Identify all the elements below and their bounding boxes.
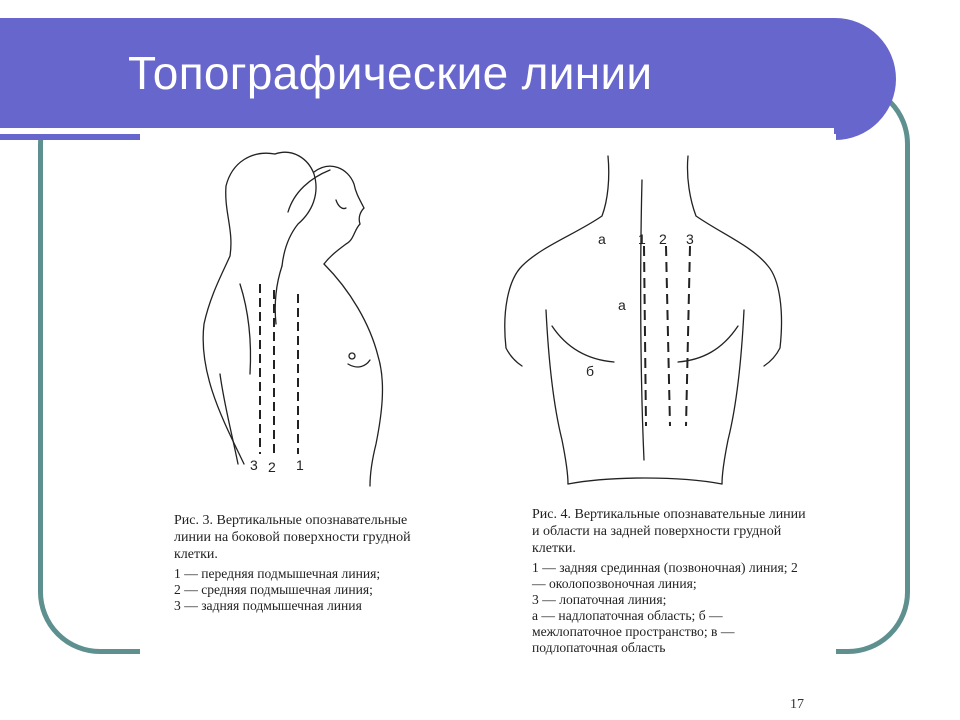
page-number: 17 [790, 697, 804, 712]
figure-4-caption-item: 1 — задняя срединная (позвоночная) линия; 2 — околопозвоночная линия; [532, 560, 798, 591]
figure-4-caption [532, 506, 812, 656]
figure-4-line-label-1: 1 [638, 231, 646, 247]
figure-4-posterior-chest [490, 150, 790, 490]
figure-4-area-label-b: б [586, 363, 595, 379]
figure-3-caption [174, 512, 432, 614]
figure-3-lateral-chest [180, 134, 420, 494]
figure-3-caption-item: 2 — средняя подмышечная линия; [174, 582, 373, 597]
figure-4-line-label-2: 2 [659, 231, 667, 247]
slide-title: Топографические линии [128, 47, 653, 99]
figure-4-caption-heading: Рис. 4. Вертикальные опознавательные линии и области на задней поверхности грудной клетки. [532, 507, 806, 556]
figure-3-line-label-2: 2 [268, 459, 276, 475]
figure-4-line-label-3: 3 [686, 231, 694, 247]
figure-3-caption-heading: Рис. 3. Вертикальные опознавательные линии на боковой поверхности грудной клетки. [174, 513, 411, 562]
figure-3-line-label-1: 1 [296, 457, 304, 473]
figure-3-line-label-3: 3 [250, 457, 258, 473]
figure-4-caption-item: а — надлопаточная область; б — межлопаточное пространство; в — подлопаточная область [532, 608, 735, 655]
figure-3-caption-item: 1 — передняя подмышечная линия; [174, 566, 381, 581]
figure-4-area-label-a-top: а [598, 231, 606, 247]
figure-4-caption-item: 3 — лопаточная линия; [532, 592, 667, 607]
figure-3-caption-item: 3 — задняя подмышечная линия [174, 598, 362, 613]
figure-4-area-label-a-mid: a [618, 297, 626, 313]
